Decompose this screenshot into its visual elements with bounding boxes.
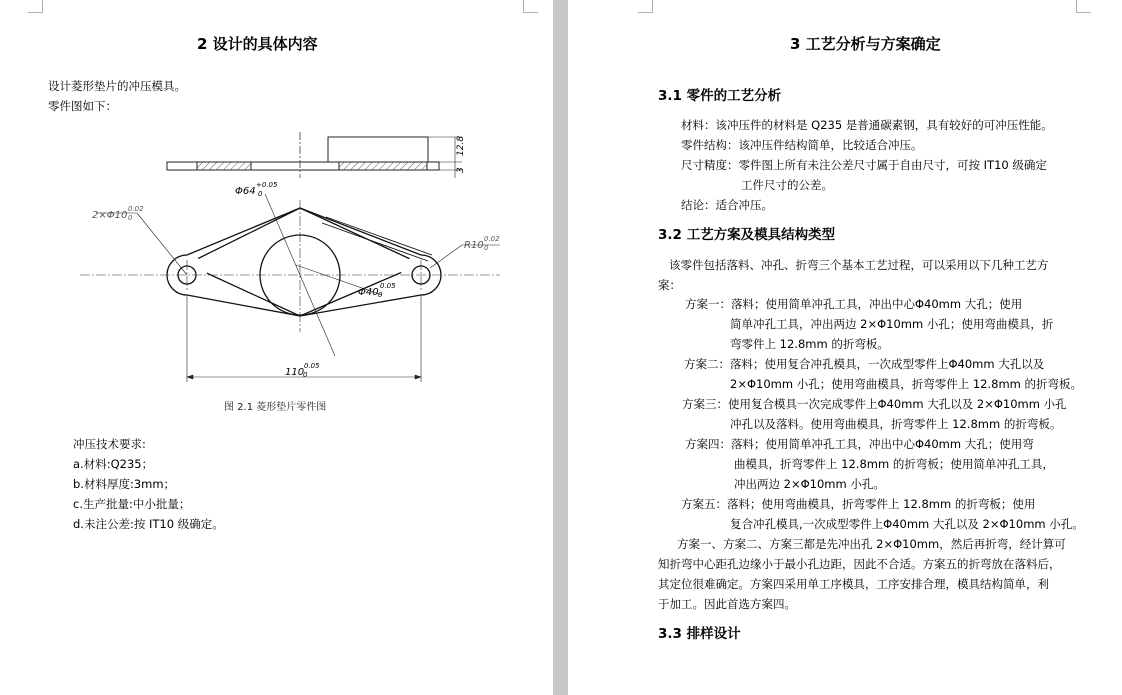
top-view [167,208,441,316]
radius-label: R10 [464,240,484,251]
figure-caption: 图 2.1 菱形垫片零件图 [224,402,327,413]
intro-line: 设计菱形垫片的冲压模具。 [48,79,186,93]
plan-2: 2×Φ10mm 小孔；使用弯曲模具，折弯零件上 12.8mm 的折弯板。 [730,377,1083,391]
holes-tol: 0.02 [128,205,144,213]
analysis-line: 尺寸精度：零件图上所有未注公差尺寸属于自由尺寸，可按 IT10 级确定 [681,158,1047,172]
height-dim: 12.8 [456,135,466,156]
analysis-line: 工件尺寸的公差。 [741,178,833,192]
section-3-1-heading: 3.1 零件的工艺分析 [658,88,782,104]
requirement-item: b.材料厚度:3mm； [73,477,176,491]
plan-3: 方案三：使用复合模具一次完成零件上Φ40mm 大孔以及 2×Φ10mm 小孔 [682,397,1067,411]
analysis-line: 结论：适合冲压。 [681,198,773,212]
plans-intro: 该零件包括落料、冲孔、折弯三个基本工艺过程，可以采用以下几种工艺方 [669,258,1049,272]
side-view [167,132,462,178]
conclusion-line: 其定位很难确定。方案四采用单工序模具，工序安排合理，模具结构简单，利 [658,577,1049,591]
right-page [568,0,1122,695]
inner-dia-label: Φ40 [358,287,379,298]
plan-5: 复合冲孔模具,一次成型零件上Φ40mm 大孔以及 2×Φ10mm 小孔。 [730,517,1084,531]
conclusion-line: 知折弯中心距孔边缘小于最小孔边距，因此不合适。方案五的折弯放在落料后， [658,557,1061,571]
plan-3: 冲孔以及落料。使用弯曲模具，折弯零件上 12.8mm 的折弯板。 [730,417,1062,431]
analysis-line: 零件结构：该冲压件结构简单，比较适合冲压。 [681,138,923,152]
thick-dim: 3 [456,167,466,173]
plans-intro: 案： [658,278,681,292]
plan-1: 方案一：落料；使用简单冲孔工具，冲出中心Φ40mm 大孔；使用 [685,297,1023,311]
plan-5: 方案五：落料；使用弯曲模具，折弯零件上 12.8mm 的折弯板；使用 [681,497,1036,511]
dimension-lines [96,194,500,382]
intro-line: 零件图如下： [48,99,117,113]
inner-dia-tol: 0.05 [380,282,396,290]
section-3-3-heading: 3.3 排样设计 [658,626,741,642]
plan-1: 弯零件上 12.8mm 的折弯板。 [730,337,889,351]
left-page [0,0,553,695]
requirement-item: d.未注公差:按 IT10 级确定。 [73,517,224,531]
plan-1: 简单冲孔工具，冲出两边 2×Φ10mm 小孔；使用弯曲模具，折 [730,317,1054,331]
length-tol-lower: 0 [303,371,308,379]
conclusion-line: 于加工。因此首选方案四。 [658,597,796,611]
holes-label: 2×Φ10 [92,210,128,221]
plan-4: 方案四：落料；使用简单冲孔工具，冲出中心Φ40mm 大孔；使用弯 [685,437,1034,451]
plan-4: 曲模具，折弯零件上 12.8mm 的折弯板；使用简单冲孔工具， [734,457,1054,471]
chapter-3-heading: 3 工艺分析与方案确定 [790,35,941,53]
radius-tol-lower: 0 [484,244,489,252]
outer-dia-label: Φ64 [235,186,256,197]
crop-mark [1076,0,1091,13]
section-3-2-heading: 3.2 工艺方案及模具结构类型 [658,227,836,243]
holes-tol-lower: 0 [128,214,133,222]
radius-tol: 0.02 [484,235,500,243]
crop-mark [523,0,538,13]
plan-2: 方案二：落料；使用复合冲孔模具，一次成型零件上Φ40mm 大孔以及 [684,357,1045,371]
length-label: 110 [285,367,305,378]
part-drawing [0,110,553,410]
crop-mark [638,0,653,13]
requirement-item: c.生产批量:中小批量； [73,497,191,511]
requirements-title: 冲压技术要求: [73,437,146,451]
analysis-line: 材料：该冲压件的材料是 Q235 是普通碳素钢，具有较好的可冲压性能。 [681,118,1053,132]
chapter-2-heading: 2 设计的具体内容 [197,35,318,53]
plan-4: 冲出两边 2×Φ10mm 小孔。 [734,477,885,491]
inner-dia-tol-lower: 0 [378,291,383,299]
conclusion-line: 方案一、方案二、方案三都是先冲出孔 2×Φ10mm，然后再折弯，经计算可 [677,537,1066,551]
length-tol: 0.05 [304,362,320,370]
outer-dia-tol: +0.05 [256,181,278,189]
requirement-item: a.材料:Q235； [73,457,154,471]
crop-mark [28,0,43,13]
outer-dia-tol-lower: 0 [258,190,263,198]
